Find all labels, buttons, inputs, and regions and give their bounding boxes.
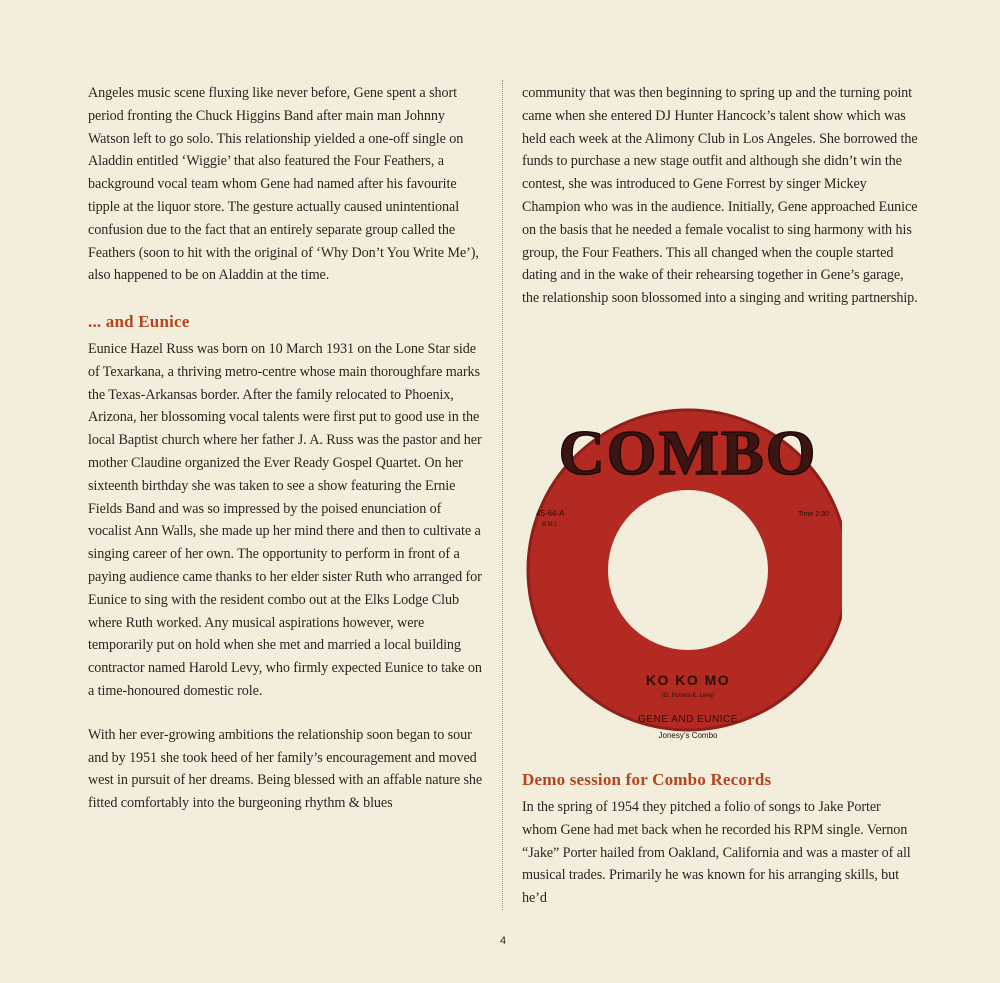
left-paragraph-1: Angeles music scene fluxing like never before, Gene spent a short period fronting the Chuck Higgins Band after main man Johnny Watson left to go solo. This relationship yielded a one-off single on Aladdin entitled ‘Wiggie’ that also featured the Four Feathers, a background vocal team whom Gene had named after his favourite tipple at the liquor store. The gesture actually caused unintentional confusion due to the fact that an entirely separate group called the Feathers (soon to hit with the original of ‘Why Don’t You Write Me’), also happened to be on Aladdin at the time. xyxy=(88,85,479,284)
left-paragraph-3: With her ever-growing ambitions the relationship soon began to sour and by 1951 she took heed of her family’s encouragement and moved west in pursuit of her dreams. Being blessed with an affable nature she fitted comfortably into the burgeoning rhythm & blues xyxy=(88,726,483,812)
catalog-number: 45-64-A xyxy=(536,509,565,518)
record-center-hole xyxy=(608,490,768,650)
left-column xyxy=(88,82,488,815)
right-paragraph-1: community that was then beginning to spring up and the turning point came when she entered DJ Hunter Hancock’s talent show which was held each week at the Alimony Club in Los Angeles. She borrowed the funds to purchase a new stage outfit and although she didn’t win the contest, she was introduced to Gene Forrest by singer Mickey Champion who was in the audience. Initially, Gene approached Eunice on the basis that he needed a female vocalist to sing harmony with his group, the Four Feathers. This all changed when the couple started dating and in the wake of their rehearsing together in Gene’s garage, the relationship soon blossomed into a singing and writing partnership. xyxy=(522,85,918,307)
combo-logo: COMBO xyxy=(558,417,818,488)
combo-record-label-image xyxy=(516,384,842,760)
column-divider xyxy=(502,80,503,910)
section-heading-and-eunice: ... and Eunice xyxy=(88,312,190,332)
page-number: 4 xyxy=(500,935,507,947)
left-paragraph-2: Eunice Hazel Russ was born on 10 March 1931 on the Lone Star side of Texarkana, a thriving metro-centre whose main thoroughfare marks the Texas-Arkansas border. After the family relocated to Phoenix, Arizona, her blossoming vocal talents were first put to good use in the local Baptist church where her father J. A. Russ was the pastor and her mother Claudine organized the Ever Ready Gospel Quartet. On her sixteenth birthday she was taken to see a show featuring the Ernie Fields Band and was so impressed by the poised enunciation of vocalist Ann Walls, she made up her mind there and then to cultivate a singing career of her own. The opportunity to perform in front of a paying audience came thanks to her elder sister Ruth who arranged for Eunice to sing with the resident combo out at the Elks Lodge Club where Ruth worked. Any musical aspirations however, were temporarily put on hold when she met and married a local building contractor named Harold Levy, who firmly expected Eunice to take on a time-honoured domestic role. xyxy=(88,340,482,699)
right-column-top xyxy=(522,82,918,310)
artist-name: GENE AND EUNICE xyxy=(638,714,738,725)
time-marking: Time 2:30 xyxy=(798,511,829,518)
backing-band: Jonesy’s Combo xyxy=(658,731,718,740)
section-heading-demo-session: Demo session for Combo Records xyxy=(522,770,772,789)
songwriters: (G. Forrest-E. Levy) xyxy=(661,693,715,699)
song-title: KO KO MO xyxy=(645,672,731,688)
right-column-bottom xyxy=(522,796,918,910)
record-label-svg xyxy=(516,384,842,760)
right-paragraph-2: In the spring of 1954 they pitched a folio of songs to Jake Porter whom Gene had met back when he recorded his RPM single. Vernon “Jake” Porter hailed from Oakland, California and was a master of all musical trades. Primarily he was known for his arranging skills, but he’d xyxy=(522,799,911,907)
bmi-mark: B.M.I. xyxy=(542,522,558,528)
